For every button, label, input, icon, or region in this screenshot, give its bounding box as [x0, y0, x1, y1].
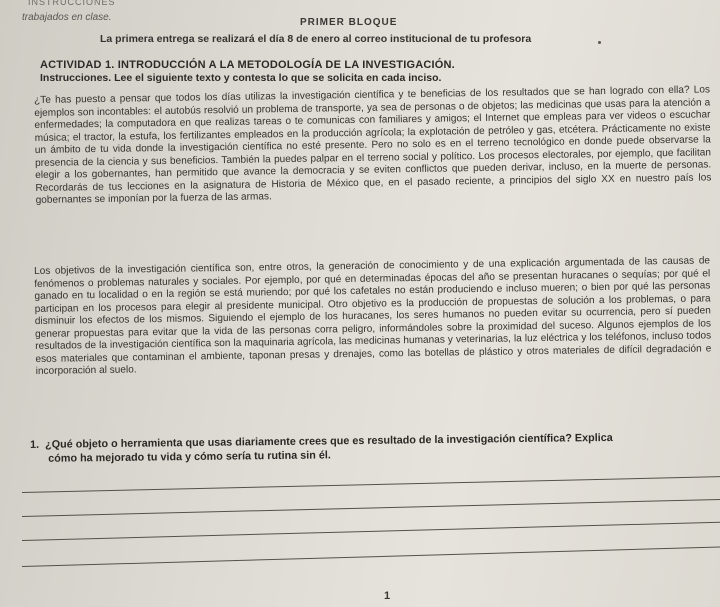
paragraph-1: ¿Te has puesto a pensar que todos los días utilizas la investigación científica y te beneficias de los resultados que se han logrado con ella? Los ejemplos son incontables: el autobús resolvió un problema de transporte, ya sea de personas o de objetos; las medicinas que usas para la atención a enfermedades; la computadora en que realizas tareas o te comunicas con familiares y amigos; el Internet que empleas para ver videos o escuchar música; el tractor, la estufa, los fertilizantes empleados en la producción agrícola; la explotación de petróleo y gas, etcétera. Prácticamente no existe un ámbito de tu vida donde la investigación científica no esté presente. Pero no solo es en el terreno tecnológico en donde puede observarse la presencia de la ciencia y sus beneficios. También la puedes palpar en el terreno social y político. Los procesos electorales, por ejemplo, que facilitan elegir a los gobernantes, han permitido que avance la democracia y se eviten conflictos que pueden derivar, incluso, en la muerte de personas. Recordarás de tus lecciones en la asignatura de Historia de México que, en el pasado reciente, a principios del siglo XX en nuestro país los gobernantes se imponían por la fuerza de las armas.: [34, 84, 712, 206]
question-text-line-2: cómo ha mejorado tu vida y cómo sería tu rutina sin él.: [48, 449, 331, 465]
question-1: [30, 430, 720, 466]
cut-off-heading: INSTRUCCIONES: [28, 0, 116, 7]
top-note: trabajados en clase.: [22, 12, 112, 23]
answer-line[interactable]: [22, 522, 720, 541]
block-title: PRIMER BLOQUE: [300, 17, 398, 28]
answer-line[interactable]: [22, 546, 720, 567]
ink-dot: [598, 41, 601, 44]
answer-line[interactable]: [22, 499, 720, 517]
question-text-line-1: ¿Qué objeto o herramienta que usas diariamente crees que es resultado de la investigación científica? Explica: [45, 431, 613, 451]
activity-title: ACTIVIDAD 1. INTRODUCCIÓN A LA METODOLOGÍA DE LA INVESTIGACIÓN.: [40, 59, 455, 71]
question-number: 1.: [30, 438, 40, 451]
page-number: 1: [384, 590, 391, 602]
activity-instructions: Instrucciones. Lee el siguiente texto y contesta lo que se solicita en cada inciso.: [40, 72, 442, 84]
paragraph-2: Los objetivos de la investigación científica son, entre otros, la generación de conocimiento y de una explicación argumentada de las causas de fenómenos o problemas naturales y sociales. Por ejemplo, por qué en determinadas épocas del año se presentan huracanes o sequías; por qué el ganado en tu localidad o en la región se está muriendo; por qué los cafetales no están produciendo e incluso mueren; o bien por qué las personas participan en los procesos para elegir al presidente municipal. Otro objetivo es la producción de propuestas de solución a los problemas, o para disminuir los efectos de los mismos. Siguiendo el ejemplo de los huracanes, los seres humanos no pueden evitar su ocurrencia, pero sí pueden generar propuestas para evitar que la vida de las personas corra peligro, informándoles sobre la proximidad del suceso. Algunos ejemplos de los resultados de la investigación científica son la maquinaria agrícola, las medicinas humanas y veterinarias, la luz eléctrica y los teléfonos, incluso todos esos materiales que contaminan el ambiente, taponan presas y drenajes, como las botellas de plástico y otros materiales de difícil degradación e incorporación al suelo.: [34, 255, 712, 377]
answer-line[interactable]: [22, 476, 720, 493]
delivery-note: La primera entrega se realizará el día 8 de enero al correo institucional de tu profesora: [100, 33, 532, 45]
